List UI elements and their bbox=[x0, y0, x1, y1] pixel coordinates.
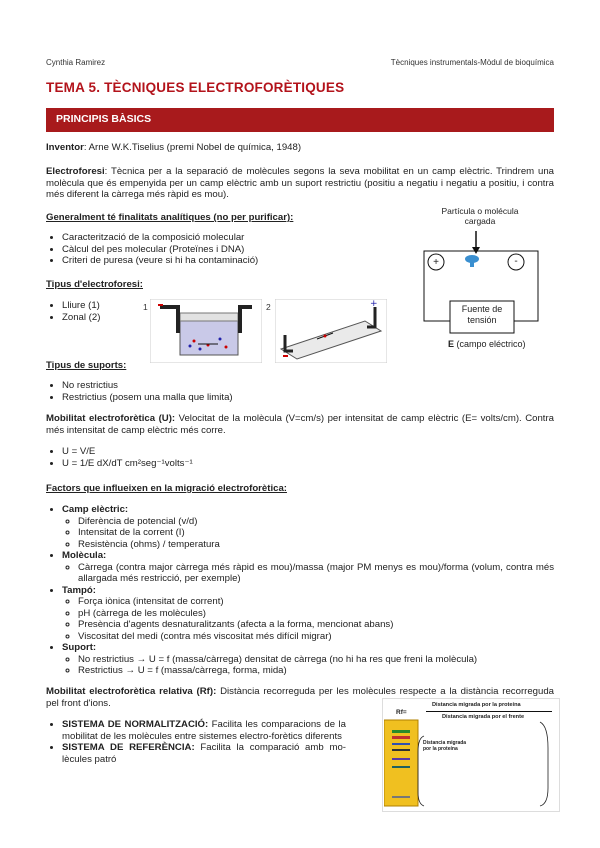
list-item: ◦ pH (càrrega de les molècules) bbox=[78, 608, 554, 620]
plus-sign: + bbox=[433, 257, 439, 268]
gel-lane-figure bbox=[384, 718, 554, 808]
list-item: • Restrictius (posem una malla que limita) bbox=[62, 392, 376, 404]
circuit-diagram bbox=[410, 225, 560, 355]
power-source-label: Fuente de tensión bbox=[461, 304, 503, 325]
finalitats-heading: Generalment té finalitats analítiques (no per purificar): bbox=[46, 212, 294, 223]
list-item: ◦ Resistència (ohms) / temperatura bbox=[78, 539, 554, 551]
list-item: ◦ No restrictius → U = f (massa/càrrega) densitat de càrrega (no hi ha res que freni la molècula) bbox=[78, 654, 554, 666]
list-item: ◦ Diferència de potencial (v/d) bbox=[78, 516, 554, 528]
section-band bbox=[46, 108, 554, 132]
free-electrophoresis-figure bbox=[150, 299, 262, 363]
rf-denominator: Distancia migrada por el frente bbox=[442, 714, 525, 720]
gel-protein-label: Distancia migrada por la proteína bbox=[423, 740, 467, 752]
list-item: • Criteri de puresa (veure si hi ha contaminació) bbox=[62, 255, 376, 267]
electroforesi-label: Electroforesi bbox=[46, 166, 105, 177]
suports-heading: Tipus de suports: bbox=[46, 360, 127, 371]
list-item: • Zonal (2) bbox=[62, 312, 146, 324]
mobilitat-formulas bbox=[46, 446, 376, 469]
rf-numerator: Distancia migrada por la proteína bbox=[432, 702, 521, 708]
mobilitat-paragraph: Mobilitat electroforètica (U): Velocitat de la molècula (V=cm/s) per intensitat de camp elèctric (E= volts/cm). Contra més intensitat de camp elèctric més corre. bbox=[46, 413, 554, 436]
finalitats-list bbox=[46, 232, 376, 267]
list-item: ◦ Força iònica (intensitat de corrent) bbox=[78, 596, 554, 608]
list-item: • Suport: ◦ No restrictius → U = f (massa/càrrega) densitat de càrrega (no hi ha res que freni la molècula) ◦ Restrictius → U = f (massa/càrrega, forma, mida) bbox=[62, 642, 554, 677]
figure-1-label: 1 bbox=[143, 302, 148, 312]
figure-2-label: 2 bbox=[266, 302, 271, 312]
list-item: • Lliure (1) bbox=[62, 300, 146, 312]
inventor-text: : Arne W.K.Tiselius (premi Nobel de química, 1948) bbox=[83, 142, 302, 153]
header-author: Cynthia Ramirez bbox=[46, 58, 106, 67]
list-item: ◦ Intensitat de la corrent (I) bbox=[78, 527, 554, 539]
inventor-label: Inventor bbox=[46, 142, 84, 153]
svg-text:+: + bbox=[370, 299, 378, 309]
list-item: • SISTEMA DE REFERÈNCIA: Facilita la comparació amb mo-lècules patró bbox=[62, 742, 346, 765]
list-item: • Tampó: ◦ Força iònica (intensitat de corrent) ◦ pH (càrrega de les molècules) ◦ Presència d'agents desnaturalitzants (afecta a la forma, mencionat abans) ◦ Viscositat del medi (contra més viscositat més difícil migrar) bbox=[62, 585, 554, 643]
rf-formula-label: Rf= bbox=[396, 709, 407, 716]
particle-label: Partícula o molécula cargada bbox=[441, 206, 519, 226]
list-item: ◦ Presència d'agents desnaturalitzants (afecta a la forma, mencionat abans) bbox=[78, 619, 554, 631]
list-item: • U = V/E bbox=[62, 446, 376, 458]
list-item: ◦ Viscositat del medi (contra més viscositat més difícil migrar) bbox=[78, 631, 554, 643]
list-item: • Molècula: ◦ Càrrega (contra major càrrega més ràpid es mou)/massa (major PM menys es mou)/forma (volum, contra més allargada més restricció, per exemple) bbox=[62, 550, 554, 585]
tipus-heading: Tipus d'electroforesi: bbox=[46, 279, 143, 290]
inventor-paragraph bbox=[46, 142, 554, 154]
rf-fraction-line bbox=[426, 711, 552, 712]
list-item: • Càlcul del pes molecular (Proteïnes i DNA) bbox=[62, 244, 376, 256]
section-title: PRINCIPIS BÀSICS bbox=[56, 113, 152, 125]
list-item: • U = 1/E dX/dT cm²seg⁻¹volts⁻¹ bbox=[62, 458, 376, 470]
header-course: Tècniques instrumentals-Mòdul de bioquímica bbox=[390, 58, 554, 67]
rf-paragraph: Mobilitat electroforètica relativa (Rf): Distància recorreguda per les molècules respecte a la distància recorreguda pel front d'ions. bbox=[46, 686, 555, 709]
rf-list bbox=[46, 719, 346, 765]
page-title: TEMA 5. TÈCNIQUES ELECTROFORÈTIQUES bbox=[46, 80, 345, 95]
zonal-electrophoresis-figure bbox=[275, 299, 387, 363]
list-item: ◦ Restrictius → U = f (massa/càrrega, forma, mida) bbox=[78, 665, 554, 677]
factors-list bbox=[46, 504, 554, 677]
minus-sign: - bbox=[514, 256, 518, 267]
list-item: • Caracterització de la composició molecular bbox=[62, 232, 376, 244]
tipus-list bbox=[46, 300, 146, 323]
list-item: • SISTEMA DE NORMALITZACIÓ: Facilita les comparacions de la mobilitat de les molècules entre sistemes electro-forètics diferents bbox=[62, 719, 346, 742]
list-item: • No restrictius bbox=[62, 380, 376, 392]
field-label: E (campo eléctrico) bbox=[448, 339, 526, 349]
list-item: • Camp elèctric: ◦ Diferència de potencial (v/d) ◦ Intensitat de la corrent (I) ◦ Resistència (ohms) / temperatura bbox=[62, 504, 554, 550]
factors-heading: Factors que influeixen en la migració electroforètica: bbox=[46, 483, 287, 494]
electroforesi-paragraph bbox=[46, 166, 554, 201]
suports-list bbox=[46, 380, 376, 403]
electroforesi-text: : Tècnica per a la separació de molècules segons la seva mobilitat en un camp elèctric. Trindrem una molècula que és empenyida per un camp elèctric amb un suport restrictiu (positiu a negatiu i negatiu a positiu, i contra més diferent la càrrega més ràpid es mou). bbox=[46, 166, 554, 200]
list-item: ◦ Càrrega (contra major càrrega més ràpid es mou)/massa (major PM menys es mou)/forma (volum, contra més allargada més restricció, per exemple) bbox=[78, 562, 554, 585]
